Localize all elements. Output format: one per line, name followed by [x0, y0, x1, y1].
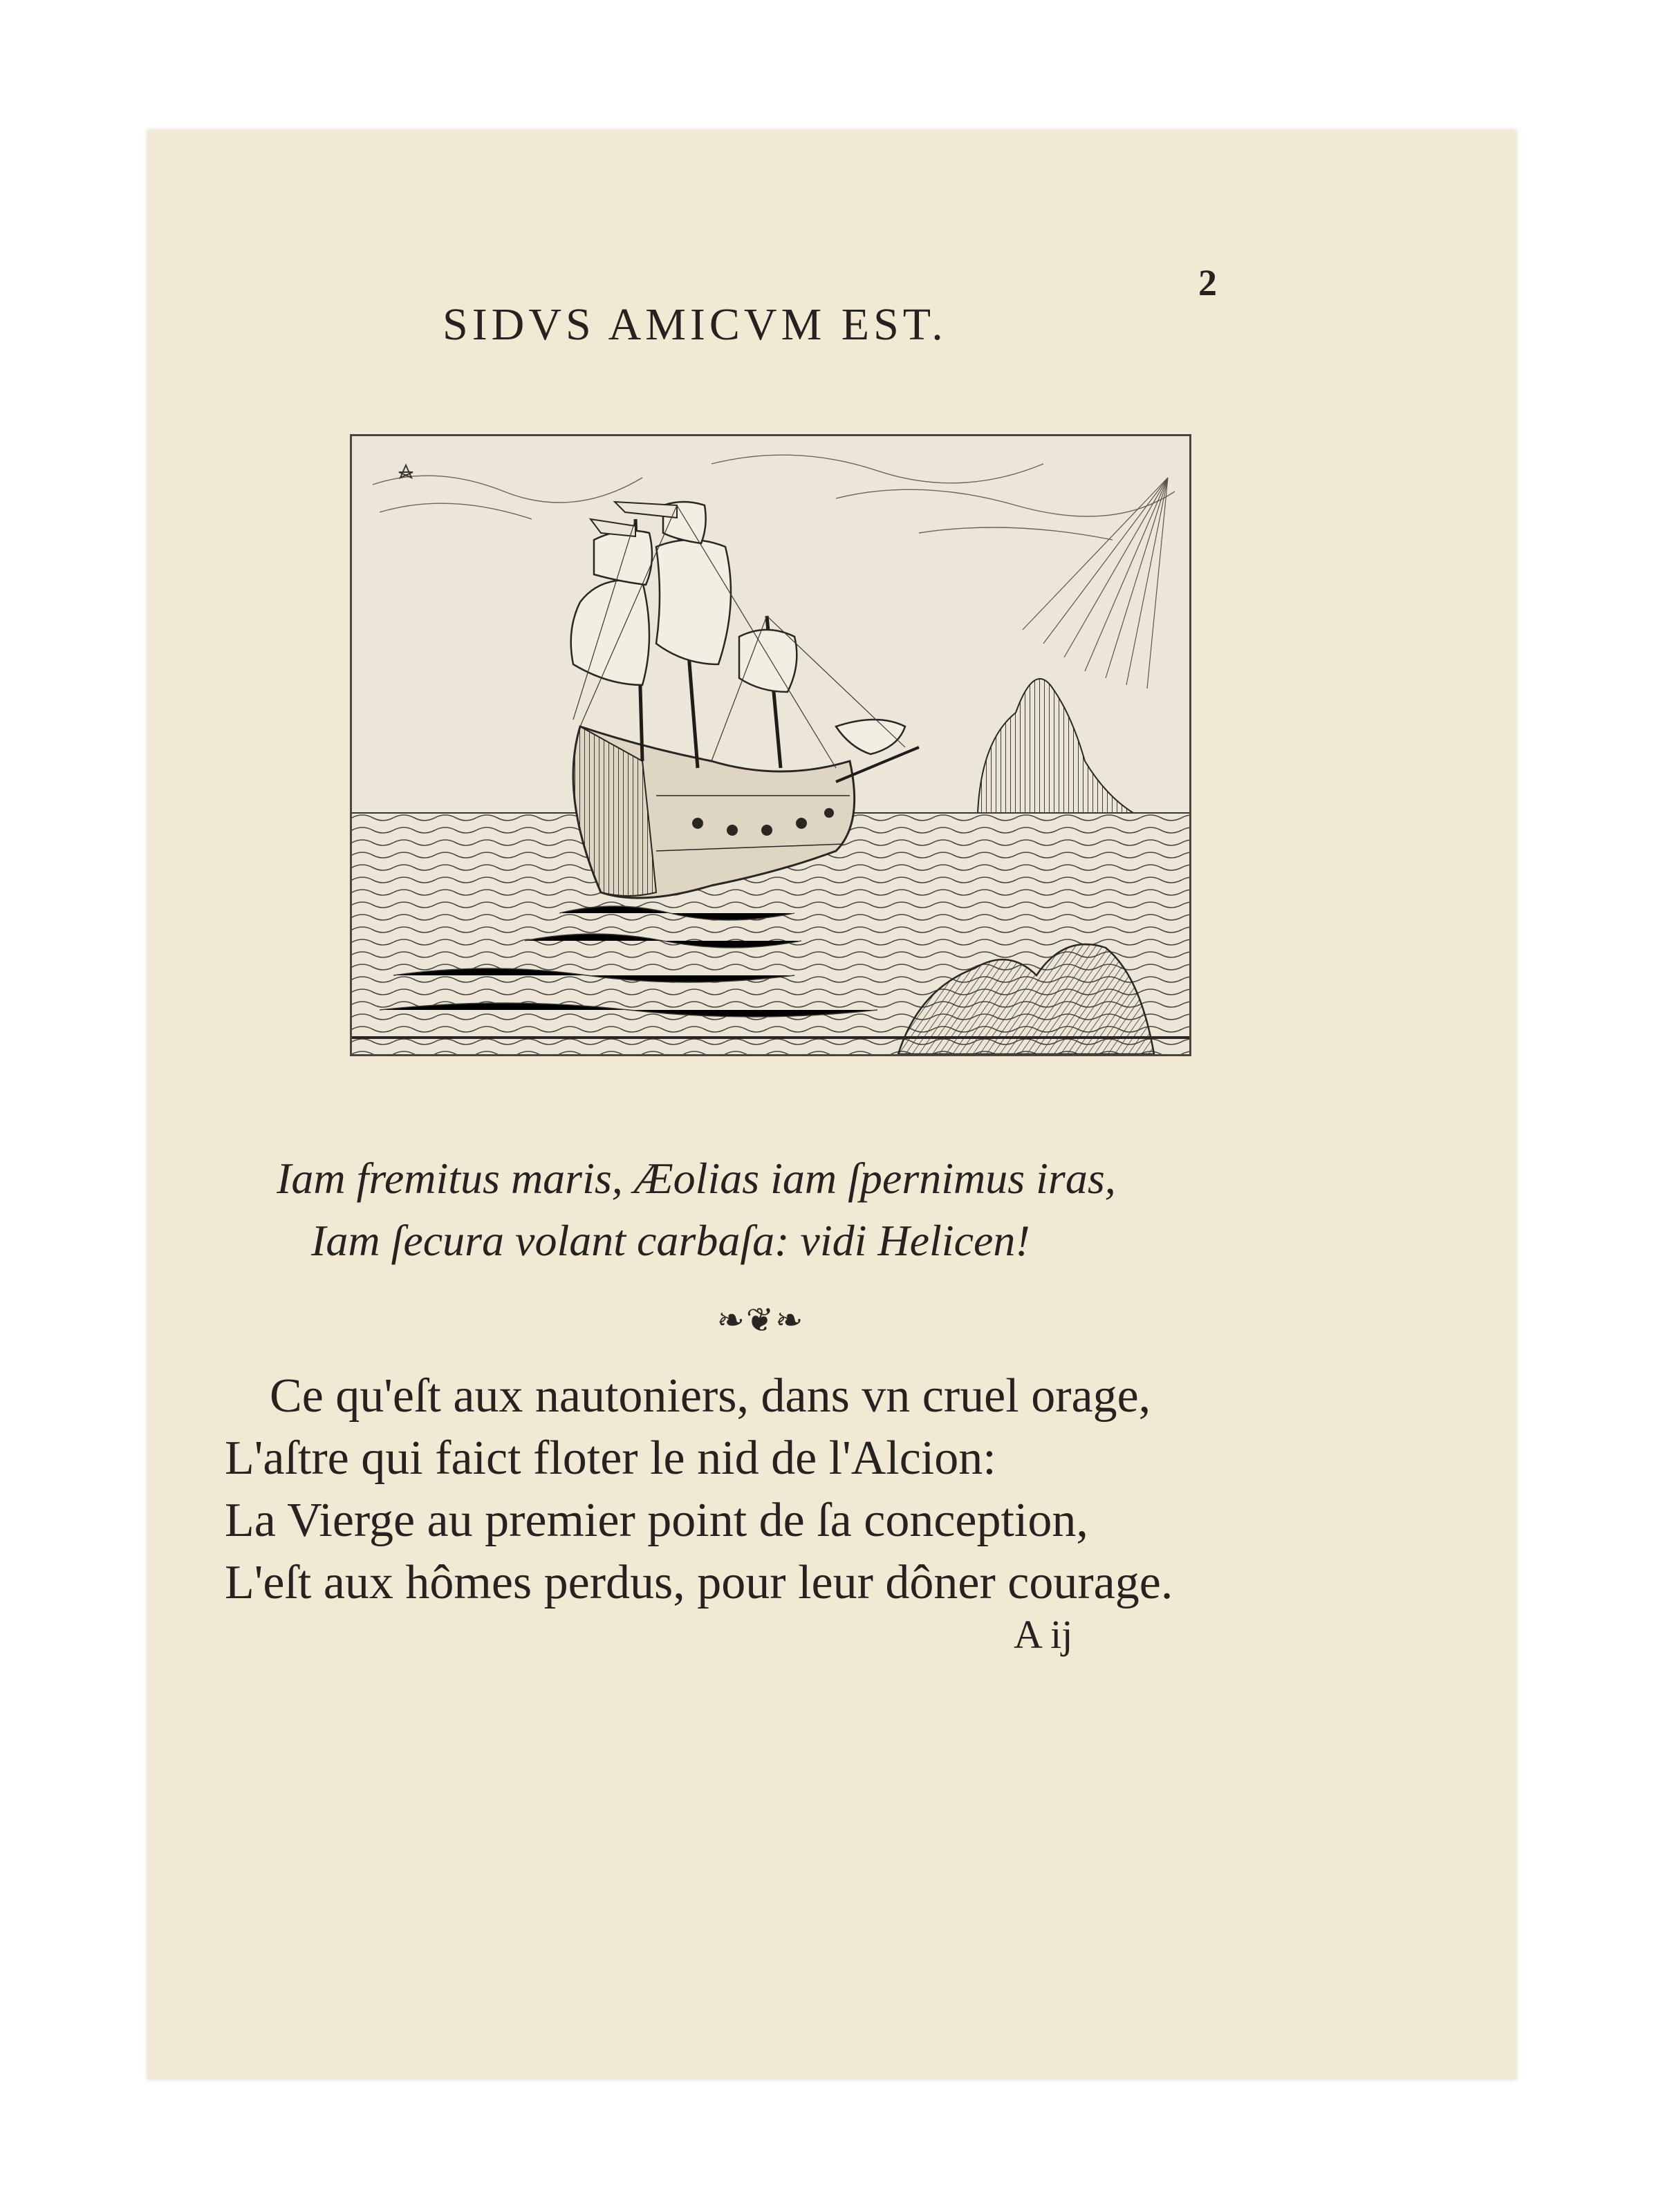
french-verse-line-2: L'aſtre qui faict floter le nid de l'Alcion: [225, 1432, 996, 1485]
ship-engraving-icon [352, 436, 1189, 1054]
latin-motto-line-1: Iam fremitus maris, Æolias iam ſpernimus iras, [277, 1154, 1116, 1203]
ship-engraving [350, 434, 1191, 1056]
fleuron-icon: ❧❦❧ [716, 1301, 805, 1340]
book-page [147, 130, 1516, 2079]
latin-motto-line-2: Iam ſecura volant carbaſa: vidi Helicen! [311, 1216, 1030, 1265]
page-number: 2 [1198, 262, 1217, 303]
french-verse-line-4: L'eſt aux hômes perdus, pour leur dôner courage. [225, 1556, 1173, 1609]
french-verse-line-3: La Vierge au premier point de ſa conception, [225, 1494, 1088, 1547]
page-title: SIDVS AMICVM EST. [443, 299, 947, 350]
french-verse-line-1: Ce qu'eſt aux nautoniers, dans vn cruel orage, [270, 1369, 1151, 1423]
signature-mark: A ij [1014, 1612, 1073, 1657]
